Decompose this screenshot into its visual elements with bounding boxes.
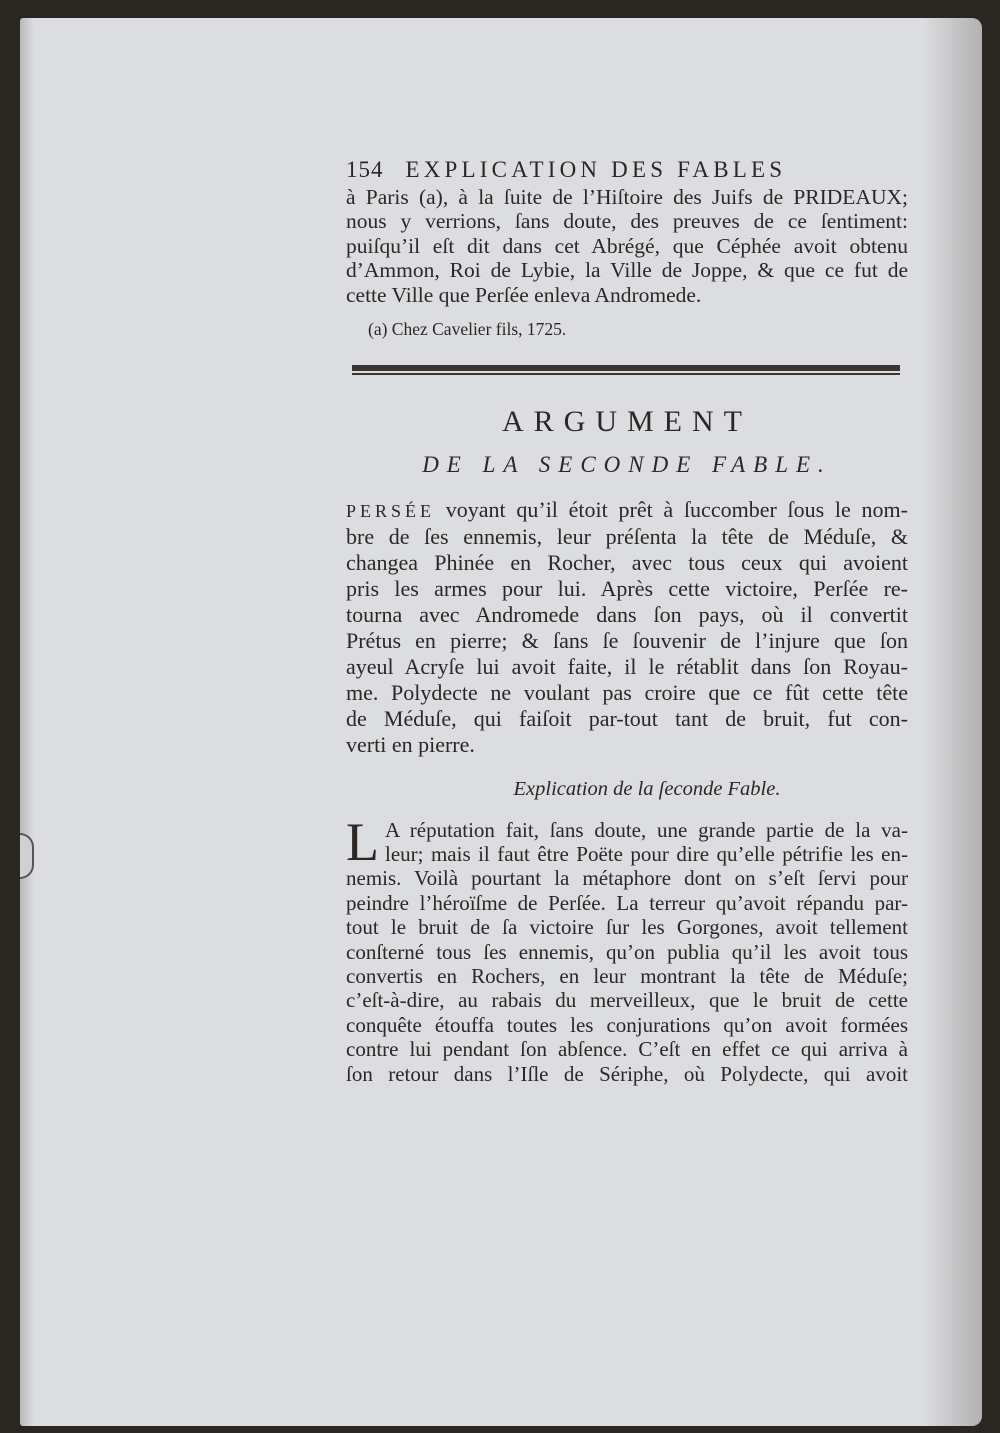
paragraph-line: Prétus en pierre; & ſans ſe ſouvenir de l’injure que ſon xyxy=(346,627,908,653)
paragraph-line: pris les armes pour lui. Après cette victoire, Perſée re- xyxy=(346,575,908,601)
paragraph-line: c’eſt-à-dire, au rabais du merveilleux, que le bruit de cette xyxy=(346,988,908,1013)
paragraph-line: me. Polydecte ne voulant pas croire que ce fût cette tête xyxy=(346,679,908,705)
paragraph-line: leur; mais il faut être Poëte pour dire qu’elle pétrifie les en- xyxy=(385,841,908,866)
paragraph-line: changea Phinée en Rocher, avec tous ceux qui avoient xyxy=(346,549,908,575)
paragraph-line xyxy=(346,497,908,524)
paragraph-line: convertis en Rochers, en leur montrant la tête de Méduſe; xyxy=(346,964,908,988)
line-rest: voyant qu’il étoit prêt à ſuccomber ſous le nom- xyxy=(435,496,908,522)
running-title: EXPLICATION DES FABLES xyxy=(405,157,787,182)
paragraph-line: à Paris (a), à la ſuite de l’Hiſtoire des Juifs de PRIDEAUX; xyxy=(346,184,908,209)
paragraph-line: nous y verrions, ſans doute, des preuves de ce ſentiment: xyxy=(346,209,908,234)
paragraph-line: ayeul Acryſe lui avoit faite, il le rétablit dans ſon Royau- xyxy=(346,653,908,679)
paragraph-line: nemis. Voilà pourtant la métaphore dont on s’eſt ſervi pour xyxy=(346,866,908,891)
drop-cap: L xyxy=(346,811,379,872)
argument-heading: ARGUMENT xyxy=(502,404,752,438)
argument-subheading: DE LA SECONDE FABLE. xyxy=(422,451,832,477)
paragraph-line: d’Ammon, Roi de Lybie, la Ville de Joppe, & que ce fut de xyxy=(346,258,908,283)
footnote: (a) Chez Cavelier fils, 1725. xyxy=(368,318,567,339)
paragraph-line: verti en pierre. xyxy=(346,731,475,757)
page-number: 154 xyxy=(346,157,384,182)
running-head xyxy=(346,158,908,183)
explication-title: Explication de la ſeconde Fable. xyxy=(513,777,781,800)
binding-hole xyxy=(20,833,34,879)
paragraph-line: bre de ſes ennemis, leur préſenta la tête de Méduſe, & xyxy=(346,523,908,549)
paragraph-line: cette Ville que Perſée enleva Andromede. xyxy=(346,282,702,307)
paragraph-line: tourna avec Andromede dans ſon pays, où il convertit xyxy=(346,601,908,627)
paragraph-line: peindre l’héroïſme de Perſée. La terreur qu’avoit répandu par- xyxy=(346,890,908,915)
paragraph-line: puiſqu’il eſt dit dans cet Abrégé, que Céphée avoit obtenu xyxy=(346,233,908,258)
paragraph-line: contre lui pendant ſon abſence. C’eſt en effet ce qui arriva à xyxy=(346,1037,908,1062)
page-edge-shadow xyxy=(20,18,34,1426)
explication-paragraph xyxy=(346,811,908,1086)
paragraph-line: conſterné tous ſes ennemis, qu’on publia qu’il les avoit tous xyxy=(346,939,908,964)
paragraph-line: ſon retour dans l’Iſle de Sériphe, où Polydecte, qui avoit xyxy=(346,1061,908,1086)
paragraph-line: tout le bruit de ſa victoire ſur les Gorgones, avoit tellement xyxy=(346,915,908,940)
first-word: PERSÉE xyxy=(346,500,436,521)
paragraph-line: A réputation fait, ſans doute, une grande partie de la va- xyxy=(385,817,908,842)
top-paragraph xyxy=(346,185,908,308)
text-block xyxy=(346,158,908,1086)
gutter-shadow xyxy=(922,18,982,1426)
paragraph-line: de Méduſe, qui faiſoit par-tout tant de bruit, fut con- xyxy=(346,705,908,731)
book-page xyxy=(20,18,982,1426)
paragraph-line: conquête étouffa toutes les conjurations qu’on avoit formées xyxy=(346,1012,908,1037)
argument-paragraph xyxy=(346,497,908,758)
section-divider xyxy=(352,365,900,375)
